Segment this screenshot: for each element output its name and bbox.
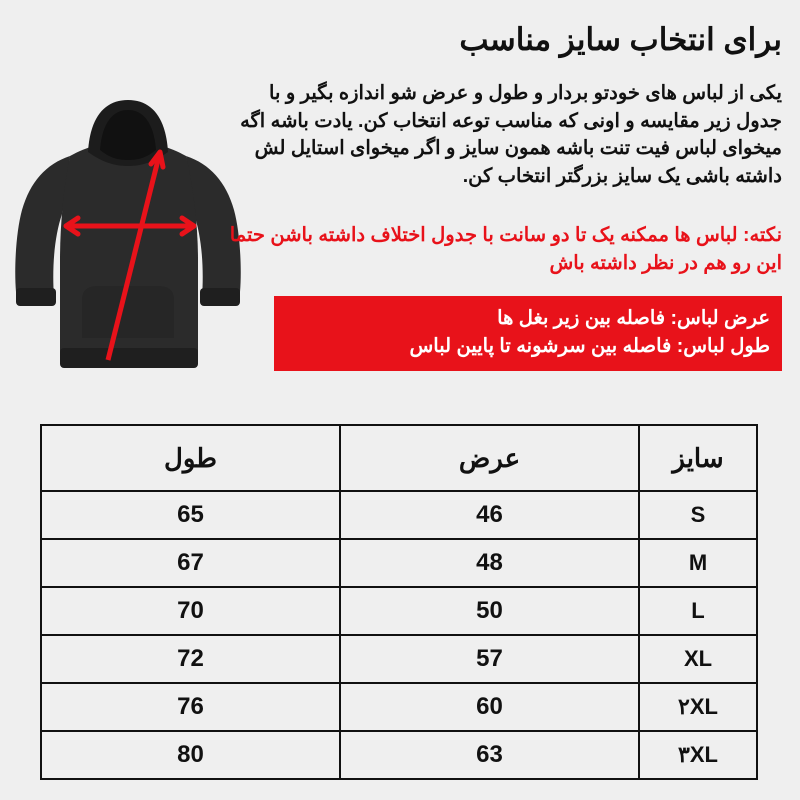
legend-box [274, 296, 782, 371]
size-table-head [41, 425, 757, 491]
page-title: برای انتخاب سایز مناسب [459, 22, 782, 57]
cell-size: M [639, 539, 757, 587]
cell-length: 67 [41, 539, 340, 587]
size-table-wrapper [42, 424, 758, 780]
header-width: عرض [340, 425, 639, 491]
cell-width: 63 [340, 731, 639, 779]
cell-length: 80 [41, 731, 340, 779]
cell-length: 76 [41, 683, 340, 731]
hoodie-svg [8, 60, 248, 400]
size-table-body [41, 491, 757, 779]
table-row [41, 491, 757, 539]
table-row [41, 635, 757, 683]
cell-size: ۲XL [639, 683, 757, 731]
table-row [41, 731, 757, 779]
cell-size: S [639, 491, 757, 539]
cell-length: 72 [41, 635, 340, 683]
legend-length-line: طول لباس: فاصله بین سرشونه تا پایین لباس [409, 334, 770, 357]
intro-paragraph: یکی از لباس های خودتو بردار و طول و عرض شو اندازه بگیر و با جدول زیر مقایسه و اونی که مناسب توعه انتخاب کن. یادت باشه اگه میخوای لباس فیت تنت باشه همون سایز و اگر میخوای استایل لش داشته باشی یک سایز بزرگتر انتخاب کن. [240, 82, 782, 188]
cell-width: 57 [340, 635, 639, 683]
table-row [41, 683, 757, 731]
table-row [41, 539, 757, 587]
cell-length: 65 [41, 491, 340, 539]
table-header-row [41, 425, 757, 491]
cell-size: L [639, 587, 757, 635]
header-size: سایز [639, 425, 757, 491]
hoodie-body [15, 100, 241, 368]
size-table [40, 424, 758, 780]
cell-size: XL [639, 635, 757, 683]
header-length: طول [41, 425, 340, 491]
legend-width-line: عرض لباس: فاصله بین زیر بغل ها [497, 307, 770, 329]
hoodie-illustration [8, 60, 248, 400]
cell-width: 60 [340, 683, 639, 731]
cell-width: 46 [340, 491, 639, 539]
table-row [41, 587, 757, 635]
cell-width: 48 [340, 539, 639, 587]
cell-size: ۳XL [639, 731, 757, 779]
cell-length: 70 [41, 587, 340, 635]
cell-width: 50 [340, 587, 639, 635]
note-paragraph: نکته: لباس ها ممکنه یک تا دو سانت با جدول اختلاف داشته باشن حتما این رو هم در نظر داشته باش [229, 224, 782, 274]
